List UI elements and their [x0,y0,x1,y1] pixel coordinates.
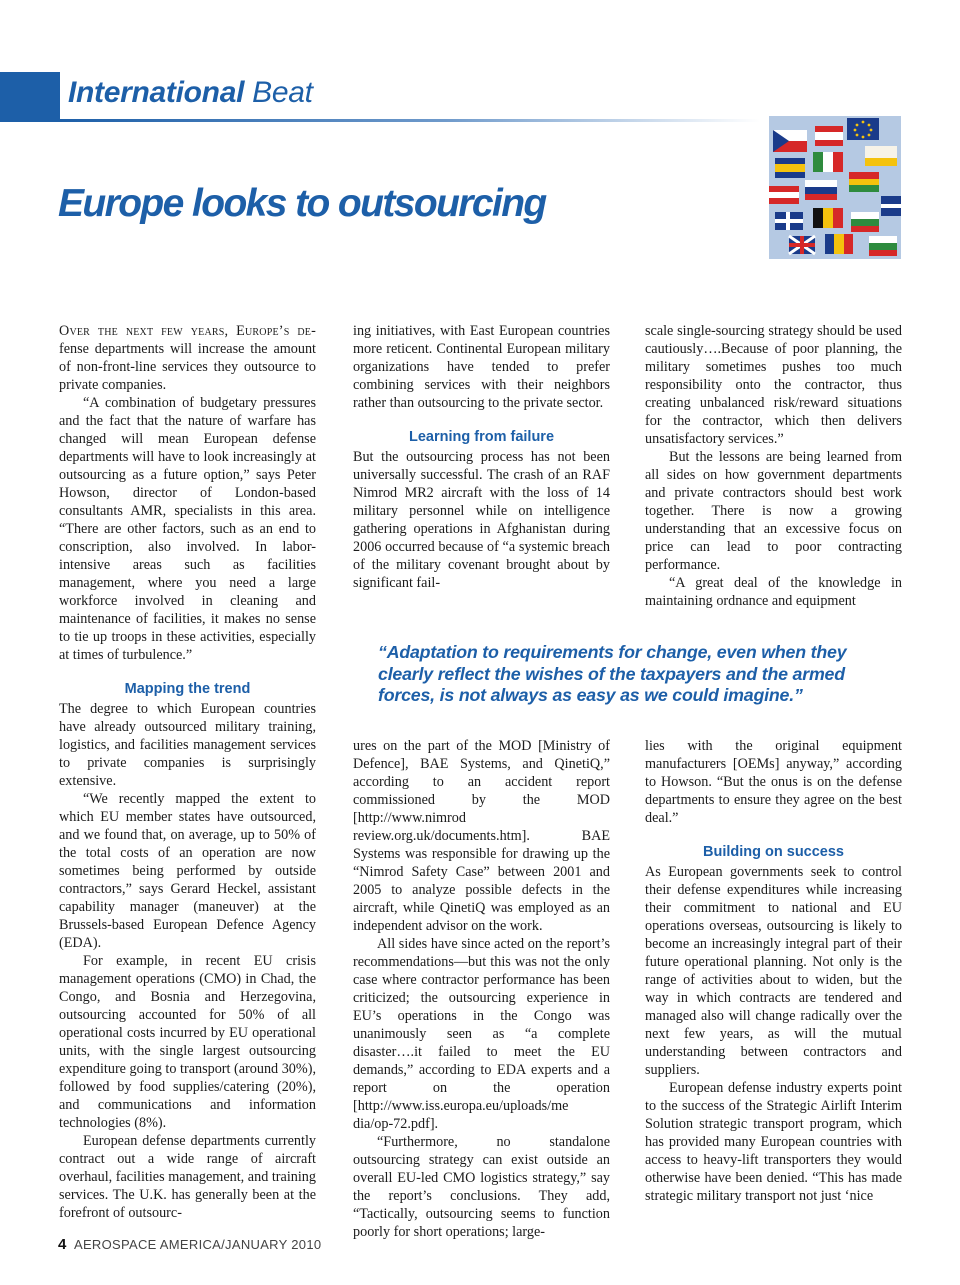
paragraph: “A great deal of the knowledge in maintaining ordnance and equipment [645,575,902,609]
paragraph: “We recently mapped the extent to which EU member states have outsourced, and we found that, on average, up to 50% of the total costs of an operation are now sometimes being performed by outside contractors,” says Gerard Heckel, assistant capability manager (maneuver) at the Brussels-based European Defence Agency (EDA). [59,791,316,951]
page-footer [58,1236,321,1253]
eu-flags-photo [769,116,901,259]
section-title-rest: Beat [244,76,313,109]
paragraph: European defense industry experts point to the success of the Strategic Airlift Interim Solution strategic transport program, which has provided many European countries with access to heavy-lift transporters they would otherwise have been denied. “This has made strategic military transport not just ‘nice [645,1080,902,1204]
paragraph: “Furthermore, no standalone outsourcing strategy can exist outside an overall EU-led CMO logistics strategy,” say the report’s conclusions. They add, “Tactically, outsourcing seems to function poorly for short operations; large- [353,1134,610,1240]
subhead-mapping-the-trend: Mapping the trend [124,681,251,697]
column-1 [59,322,316,1222]
paragraph: “A combination of budgetary pressures and the fact that the nature of warfare has changed will mean European defense departments will have to look increasingly at outsourcing as a future option,” says Peter Howson, director of London-based consultants AMR, specialists in this area. “There are other factors, such as an end to conscription, also involved. In labor-intensive areas such as facilities management, where you need a large workforce involved in cleaning and maintenance of facilities, it makes no sense to tie up troops in these activities, especially at times of turbulence.” [59,395,316,663]
subhead-building-on-success: Building on success [703,844,844,860]
section-color-bar [0,72,60,122]
section-title [68,76,313,110]
paragraph: lies with the original equipment manufacturers [OEMs] anyway,” according to Howson. “But the onus is on the defense departments to ensure they agree on the best deal.” [645,738,902,826]
section-title-strong: International [68,76,245,109]
column-3-bottom [645,737,902,1205]
section-rule [60,119,760,122]
lead-rest: fense departments will increase the amount of non-front-line services they outsource to private companies. [59,341,316,393]
publication-line: AEROSPACE AMERICA/JANUARY 2010 [73,1237,322,1252]
pull-quote: “Adaptation to requirements for change, even when they clearly reflect the wishes of the taxpayers and the armed forces, is not always as easy as we could imagine.” [378,642,847,705]
column-3-top [645,322,902,610]
paragraph: For example, in recent EU crisis management operations (CMO) in Chad, the Congo, and Bosnia and Herzegovina, outsourcing accounted for 50% of all operational costs incurred by EU operational units, with the single largest outsourcing expenditure going to transport (around 30%), followed by food supplies/catering (20%), and communications and information technologies (8%). [59,953,316,1131]
paragraph: European defense departments currently contract out a wide range of aircraft overhaul, facilities management, and training services. The U.K. has generally been at the forefront of outsourc- [59,1133,316,1221]
lead-paragraph [59,322,316,394]
paragraph: The degree to which European countries have already outsourced military training, logistics, and facilities management services to private companies is surprisingly extensive. [59,701,316,789]
lead-smallcaps: Over the next few years, Europe’s de- [59,323,316,339]
paragraph: As European governments seek to control their defense expenditures while increasing their commitment to national and EU operations overseas, outsourcing is likely to become an increasingly integral part of their future operational planning. Not only is the range of activities about to widen, but the way in which contracts are tendered and managed also will change radically over the next few years, as will the mutual understanding between contractors and suppliers. [645,864,902,1078]
paragraph: ures on the part of the MOD [Ministry of Defence], BAE Systems, and QinetiQ,” according to an accident report commissioned by the MOD [http://www.nimrod review.org.uk/documents.htm]. BAE Systems was responsible for drawing up the “Nimrod Safety Case” between 2001 and 2005 to analyze possible defects in the aircraft, while QinetiQ was employed as an independent advisor on the work. [353,738,610,934]
flags-illustration [769,116,901,259]
column-2-top [353,322,610,592]
subhead-learning-from-failure: Learning from failure [408,429,555,445]
paragraph: But the outsourcing process has not been universally successful. The crash of an RAF Nimrod MR2 aircraft with the loss of 14 military personnel while on intelligence gathering operations in Afghanistan during 2006 occurred because of “a systemic breach of the military covenant brought about by significant fail- [353,449,610,591]
article-headline: Europe looks to outsourcing [58,182,546,225]
paragraph: ing initiatives, with East European countries more reticent. Continental European military organizations have tended to prefer combining services with their neighbors rather than outsourcing to the private sector. [353,323,610,411]
paragraph: But the lessons are being learned from all sides on how government departments and private contractors should best work together. There is now a growing understanding that an excessive focus on price can lead to poor contracting performance. [645,449,902,573]
paragraph: scale single-sourcing strategy should be used cautiously….Because of poor planning, the military sometimes pushes too much responsibility onto the contractor, thus creating unbalanced risk/reward situations for the contractor, which then delivers unsatisfactory services.” [645,323,902,447]
paragraph: All sides have since acted on the report’s recommendations—but this was not the only case where contractor performance has been criticized; the outsourcing experience in EU’s operations in the Congo was unanimously seen as “a complete disaster….it failed to meet the EU demands,” according to EDA experts and a report on the operation [http://www.iss.europa.eu/uploads/me dia/op-72.pdf]. [353,936,610,1132]
page-number: 4 [58,1236,67,1253]
column-2-bottom [353,737,610,1241]
